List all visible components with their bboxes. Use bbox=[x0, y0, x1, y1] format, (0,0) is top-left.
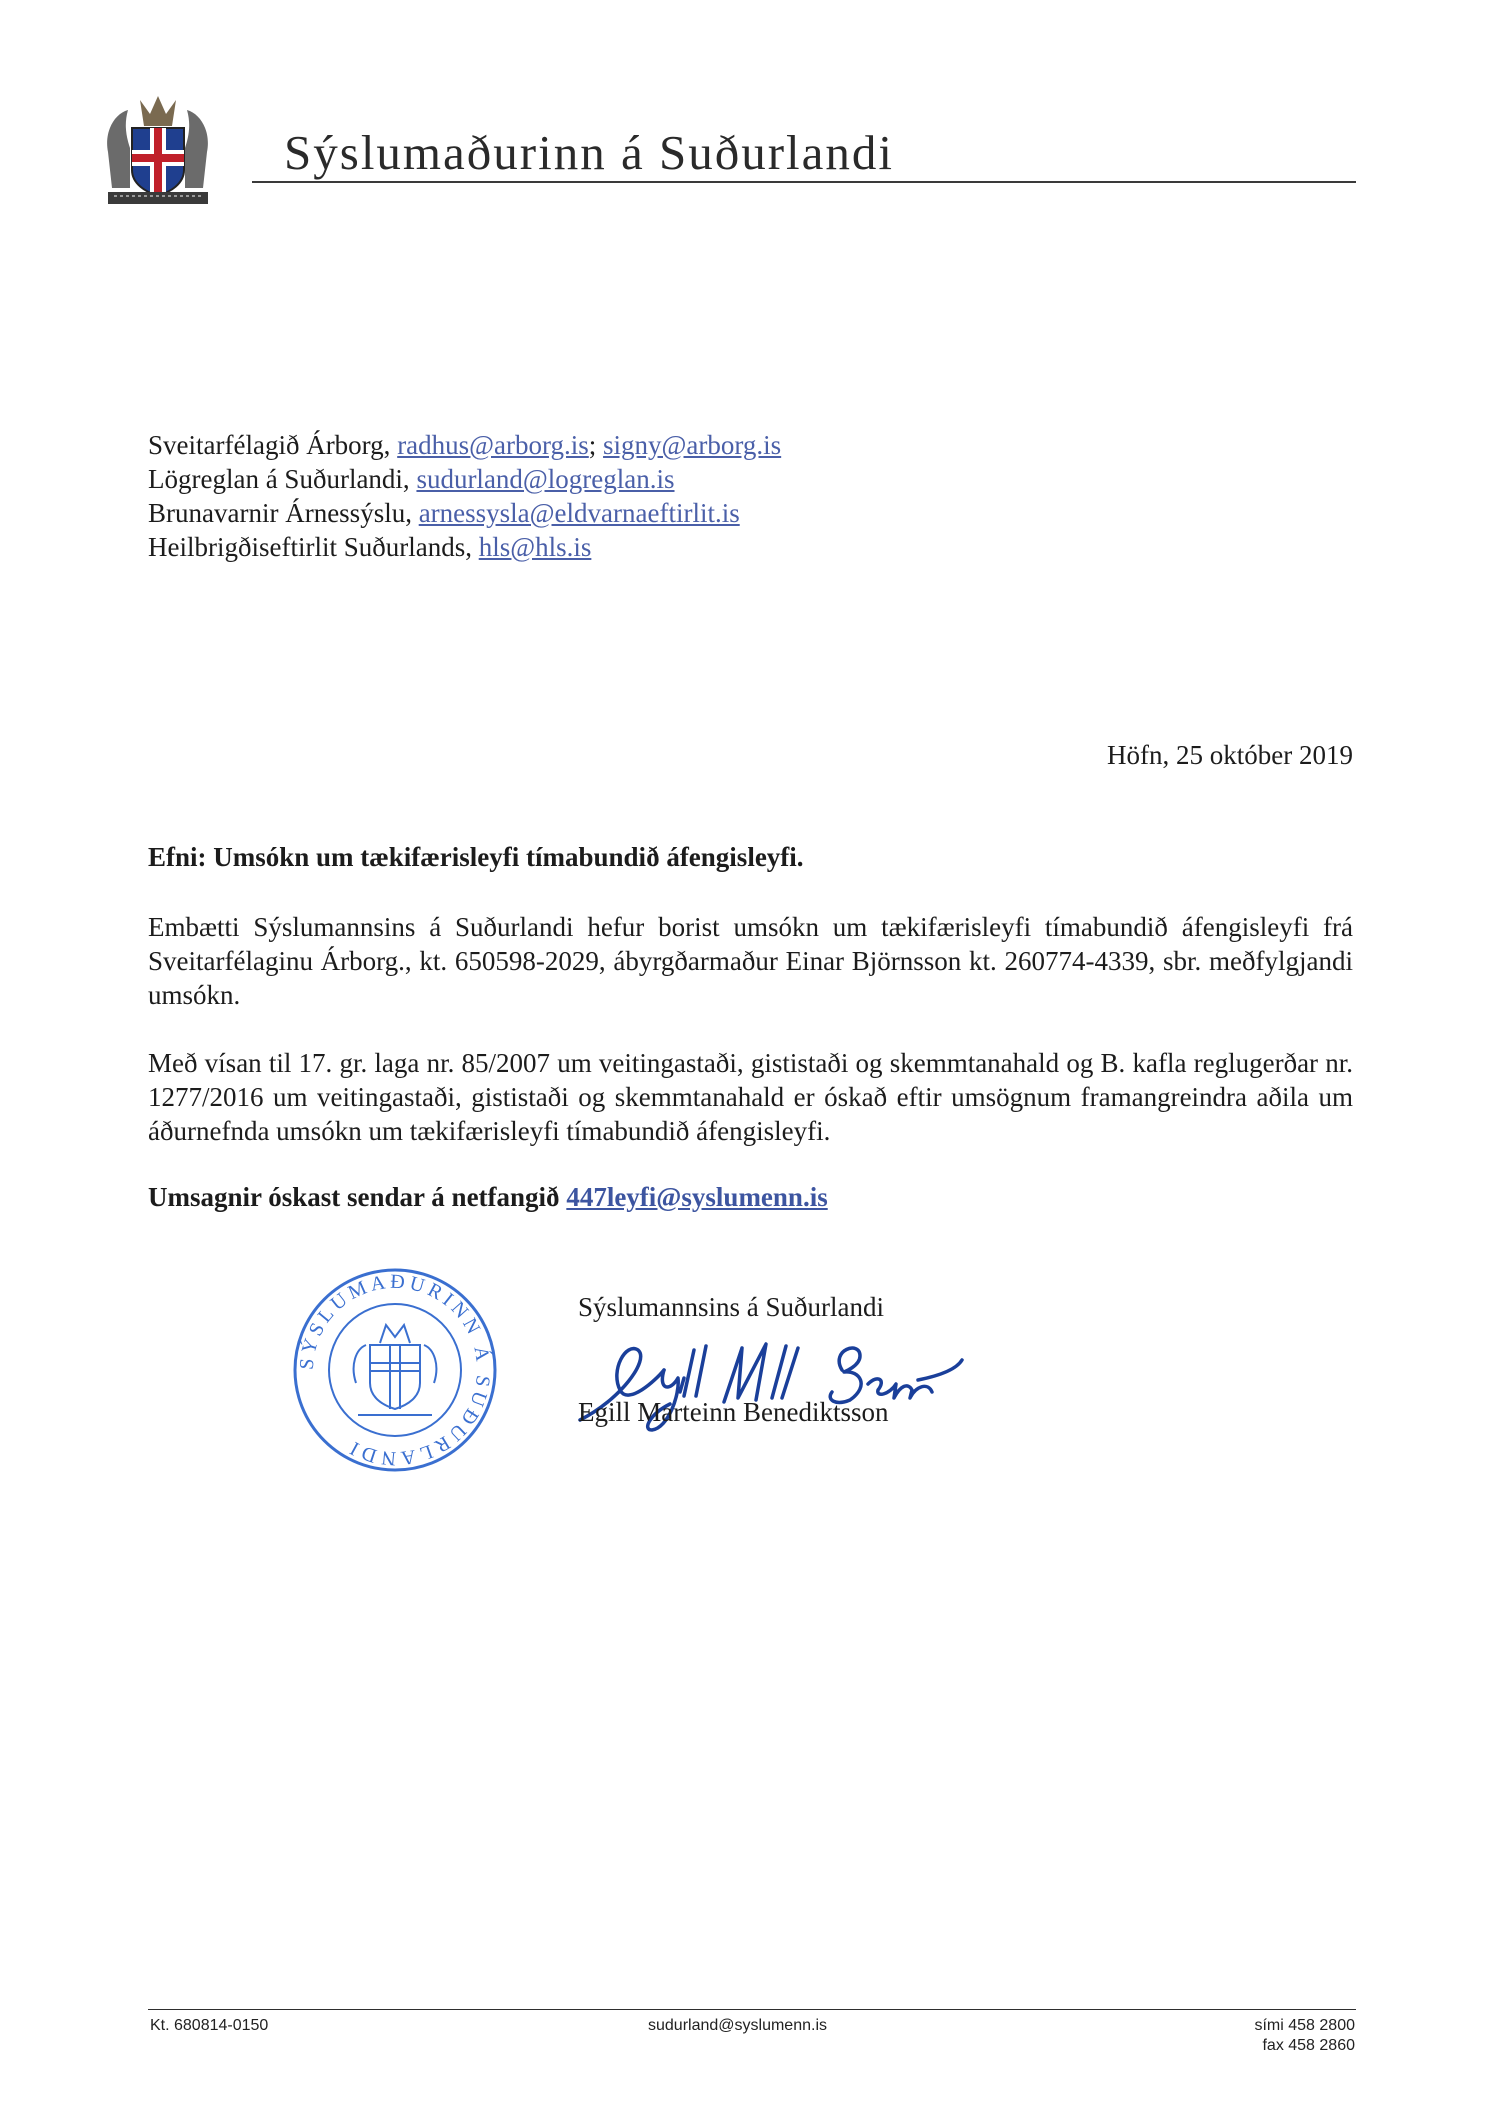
separator: ; bbox=[588, 430, 604, 460]
reply-email-link[interactable]: 447leyfi@syslumenn.is bbox=[566, 1182, 828, 1212]
recipient-item bbox=[148, 462, 781, 496]
body-paragraph: Með vísan til 17. gr. laga nr. 85/2007 um veitingastaði, gististaði og skemmtanahald og B. kafla reglugerðar nr. 1277/2016 um veitingastaði, gististaði og skemmtanahald er óskað eftir umsögnum framangreindra aðila um áðurnefnda umsókn um tækifærisleyfi tímabundið áfengisleyfi. bbox=[148, 1048, 1353, 1146]
email-link[interactable]: sudurland@logreglan.is bbox=[416, 464, 675, 494]
recipient-name: Lögreglan á Suðurlandi, bbox=[148, 464, 417, 494]
body-paragraph: Embætti Sýslumannsins á Suðurlandi hefur borist umsókn um tækifærisleyfi tímabundið áfengisleyfi frá Sveitarfélaginu Árborg., kt. 650598-2029, ábyrgðarmaður Einar Björnsson kt. 260774-4339, sbr. meðfylgjandi umsókn. bbox=[148, 912, 1353, 1010]
footer-fax: fax 458 2860 bbox=[1262, 2037, 1355, 2054]
email-link[interactable]: radhus@arborg.is bbox=[397, 430, 589, 460]
footer-kt: Kt. 680814-0150 bbox=[150, 2017, 269, 2034]
signature-text: Egill M Ben bbox=[560, 1320, 565, 1321]
footer-divider bbox=[148, 2009, 1356, 2010]
email-link[interactable]: arnessysla@eldvarnaeftirlit.is bbox=[418, 498, 740, 528]
seal-text: SÝSLUMAÐURINN Á SUÐURLANDI bbox=[295, 1270, 495, 1470]
recipient-item bbox=[148, 428, 781, 462]
reply-request-text: Umsagnir óskast sendar á netfangið bbox=[148, 1182, 567, 1212]
footer-email[interactable]: sudurland@syslumenn.is bbox=[648, 2017, 827, 2034]
email-link[interactable]: hls@hls.is bbox=[478, 532, 592, 562]
letter-subject: Efni: Umsókn um tækifærisleyfi tímabundið áfengisleyfi. bbox=[148, 842, 804, 872]
recipient-name: Brunavarnir Árnessýslu, bbox=[148, 498, 419, 528]
icelandic-coat-of-arms-icon bbox=[100, 92, 215, 208]
page-title: Sýslumaðurinn á Suðurlandi bbox=[284, 125, 895, 180]
signatory-name: Egill Marteinn Benediktsson bbox=[578, 1397, 889, 1427]
recipient-list bbox=[148, 428, 781, 564]
reply-request bbox=[148, 1182, 828, 1213]
header-divider bbox=[252, 181, 1356, 183]
recipient-name: Sveitarfélagið Árborg, bbox=[148, 430, 398, 460]
official-seal-icon bbox=[290, 1265, 500, 1475]
footer-phone: sími 458 2800 bbox=[1254, 2017, 1355, 2034]
recipient-item bbox=[148, 530, 781, 564]
letter-date: Höfn, 25 október 2019 bbox=[1107, 740, 1353, 770]
recipient-item bbox=[148, 496, 781, 530]
recipient-name: Heilbrigðiseftirlit Suðurlands, bbox=[148, 532, 479, 562]
signature-office: Sýslumannsins á Suðurlandi bbox=[578, 1292, 885, 1322]
email-link[interactable]: signy@arborg.is bbox=[603, 430, 782, 460]
